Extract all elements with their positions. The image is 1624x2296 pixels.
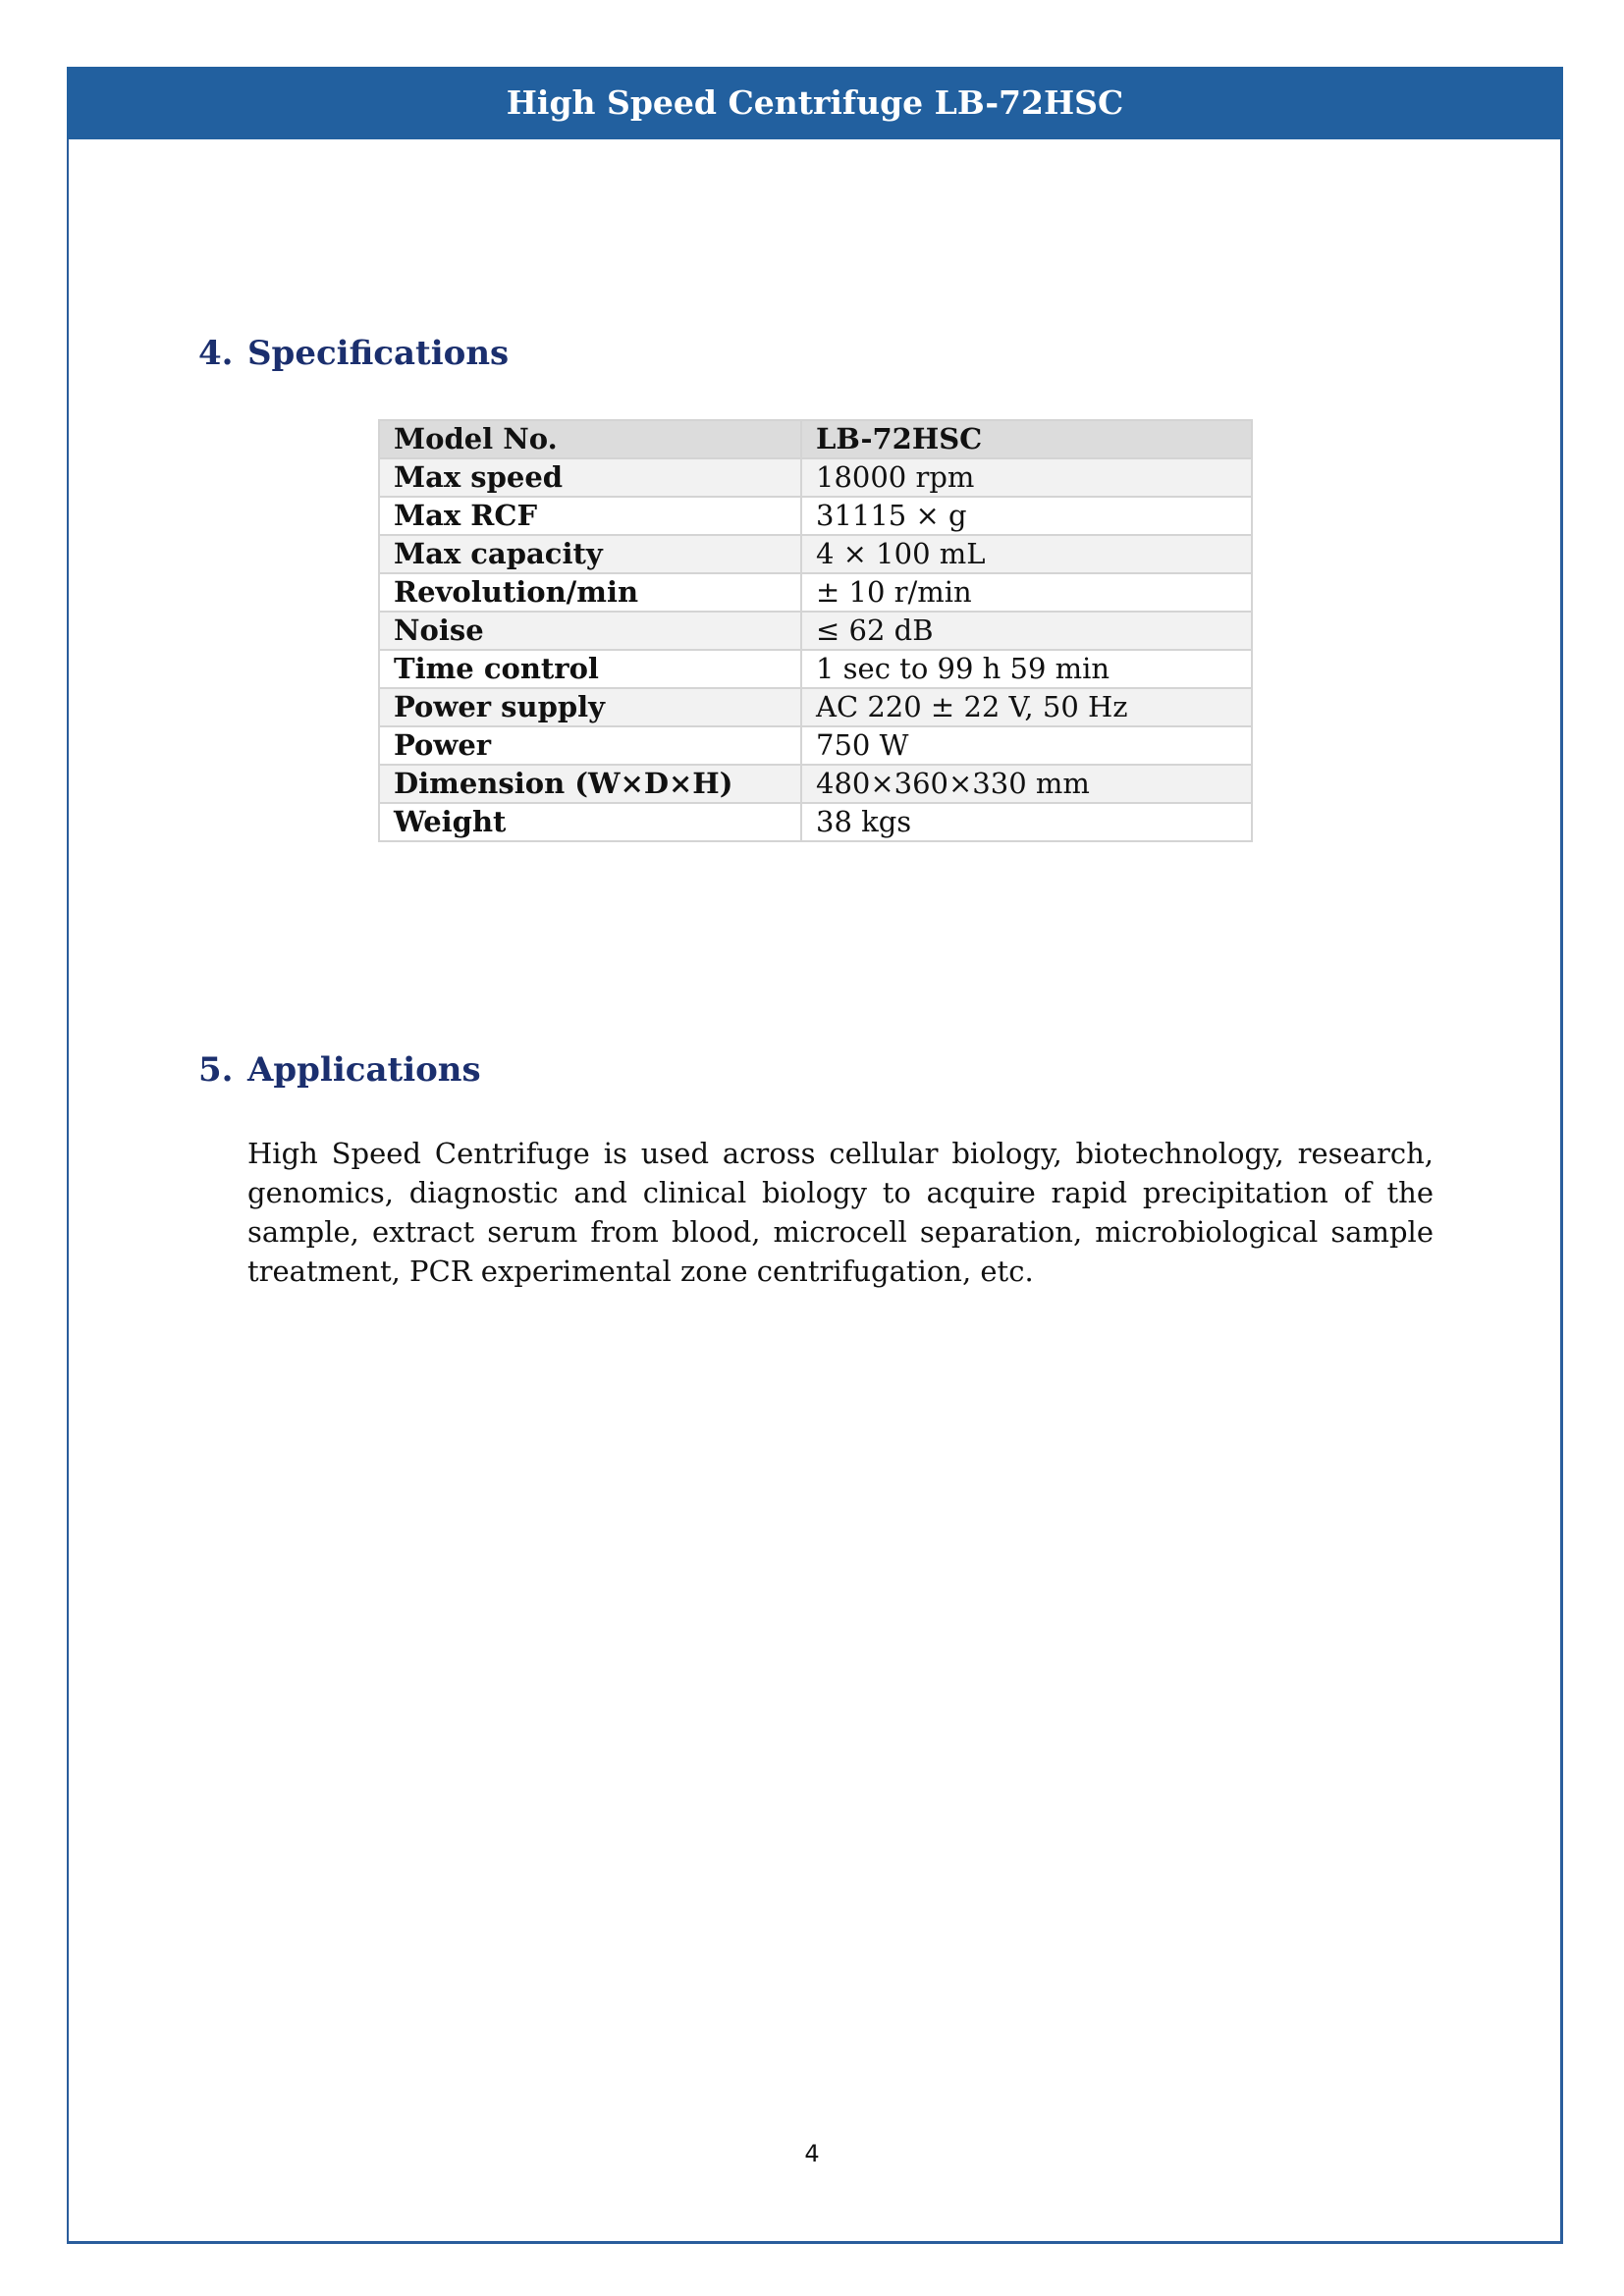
table-row — [379, 765, 1252, 803]
table-row — [379, 650, 1252, 688]
spec-label: Revolution/min — [379, 573, 801, 612]
spec-value: ≤ 62 dB — [801, 612, 1252, 650]
spec-value: 31115 × g — [801, 497, 1252, 535]
spec-label: Max capacity — [379, 535, 801, 573]
spec-value: 4 × 100 mL — [801, 535, 1252, 573]
section-number: 5. — [198, 1050, 234, 1090]
spec-value: LB-72HSC — [801, 420, 1252, 458]
applications-paragraph: High Speed Centrifuge is used across cellular biology, biotechnology, research, genomics, diagnostic and clinical biology to acquire rapid precipitation of the sample, extract serum from blood, microcell separation, microbiological sample treatment, PCR experimental zone centrifugation, etc. — [247, 1137, 1434, 1288]
table-row — [379, 803, 1252, 841]
specifications-table — [378, 419, 1253, 842]
spec-value: 18000 rpm — [801, 458, 1252, 497]
spec-value: 38 kgs — [801, 803, 1252, 841]
table-row — [379, 497, 1252, 535]
table-row — [379, 612, 1252, 650]
spec-value: 480×360×330 mm — [801, 765, 1252, 803]
table-row — [379, 573, 1252, 612]
spec-value: AC 220 ± 22 V, 50 Hz — [801, 688, 1252, 726]
table-row — [379, 420, 1252, 458]
specifications-heading — [198, 334, 509, 373]
spec-value: 1 sec to 99 h 59 min — [801, 650, 1252, 688]
section-title: Applications — [247, 1050, 481, 1090]
table-row — [379, 535, 1252, 573]
section-title: Specifications — [247, 334, 510, 373]
spec-value: 750 W — [801, 726, 1252, 765]
spec-label: Weight — [379, 803, 801, 841]
page-number: 4 — [804, 2140, 820, 2167]
spec-label: Power — [379, 726, 801, 765]
document-header-bar — [67, 67, 1563, 139]
table-row — [379, 688, 1252, 726]
spec-label: Max RCF — [379, 497, 801, 535]
spec-value: ± 10 r/min — [801, 573, 1252, 612]
spec-label: Time control — [379, 650, 801, 688]
spec-label: Model No. — [379, 420, 801, 458]
table-row — [379, 726, 1252, 765]
spec-label: Dimension (W×D×H) — [379, 765, 801, 803]
spec-label: Max speed — [379, 458, 801, 497]
spec-label: Power supply — [379, 688, 801, 726]
table-row — [379, 458, 1252, 497]
spec-label: Noise — [379, 612, 801, 650]
document-title: High Speed Centrifuge LB-72HSC — [506, 83, 1124, 122]
section-number: 4. — [198, 334, 234, 373]
applications-heading — [198, 1050, 481, 1090]
